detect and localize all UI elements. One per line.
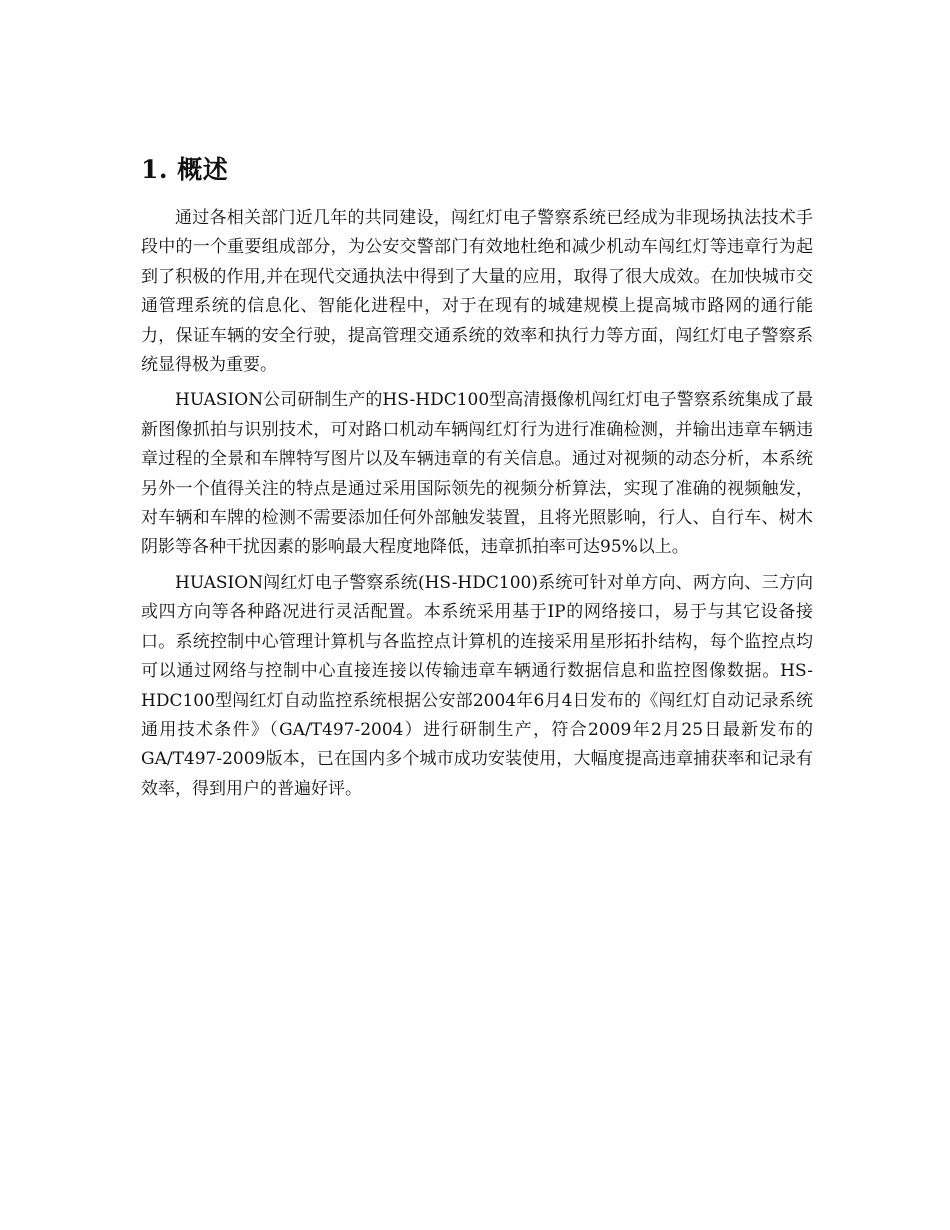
paragraph-system: HUASION闯红灯电子警察系统(HS-HDC100)系统可针对单方向、两方向、三方向或四方向等各种路况进行灵活配置。本系统采用基于IP的网络接口，易于与其它设备接口。系统控制中心管理计算机与各监控点计算机的连接采用星形拓扑结构，每个监控点均可以通过网络与控制中心直接连接以传输违章车辆通行数据信息和监控图像数据。HS-HDC100型闯红灯自动监控系统根据公安部2004年6月4日发布的《闯红灯自动记录系统通用技术条件》（GA/T497-2004）进行研制生产，符合2009年2月25日最新发布的GA/T497-2009版本，已在国内多个城市成功安装使用，大幅度提高违章捕获率和记录有效率，得到用户的普遍好评。 xyxy=(141,572,813,799)
document-body xyxy=(141,150,813,810)
paragraph-intro: 通过各相关部门近几年的共同建设，闯红灯电子警察系统已经成为非现场执法技术手段中的一个重要组成部分，为公安交警部门有效地杜绝和减少机动车闯红灯等违章行为起到了积极的作用,并在现代交通执法中得到了大量的应用，取得了很大成效。在加快城市交通管理系统的信息化、智能化进程中，对于在现有的城建规模上提高城市路网的通行能力，保证车辆的安全行驶，提高管理交通系统的效率和执行力等方面，闯红灯电子警察系统显得极为重要。 xyxy=(141,208,813,376)
section-heading: 1. 概述 xyxy=(141,155,229,184)
paragraph-product: HUASION公司研制生产的HS-HDC100型高清摄像机闯红灯电子警察系统集成了最新图像抓拍与识别技术，可对路口机动车辆闯红灯行为进行准确检测，并输出违章车辆违章过程的全景和车牌特写图片以及车辆违章的有关信息。通过对视频的动态分析，本系统另外一个值得关注的特点是通过采用国际领先的视频分析算法，实现了准确的视频触发，对车辆和车牌的检测不需要添加任何外部触发装置，且将光照影响，行人、自行车、树木阴影等各种干扰因素的影响最大程度地降低，违章抓拍率可达95%以上。 xyxy=(141,390,813,558)
